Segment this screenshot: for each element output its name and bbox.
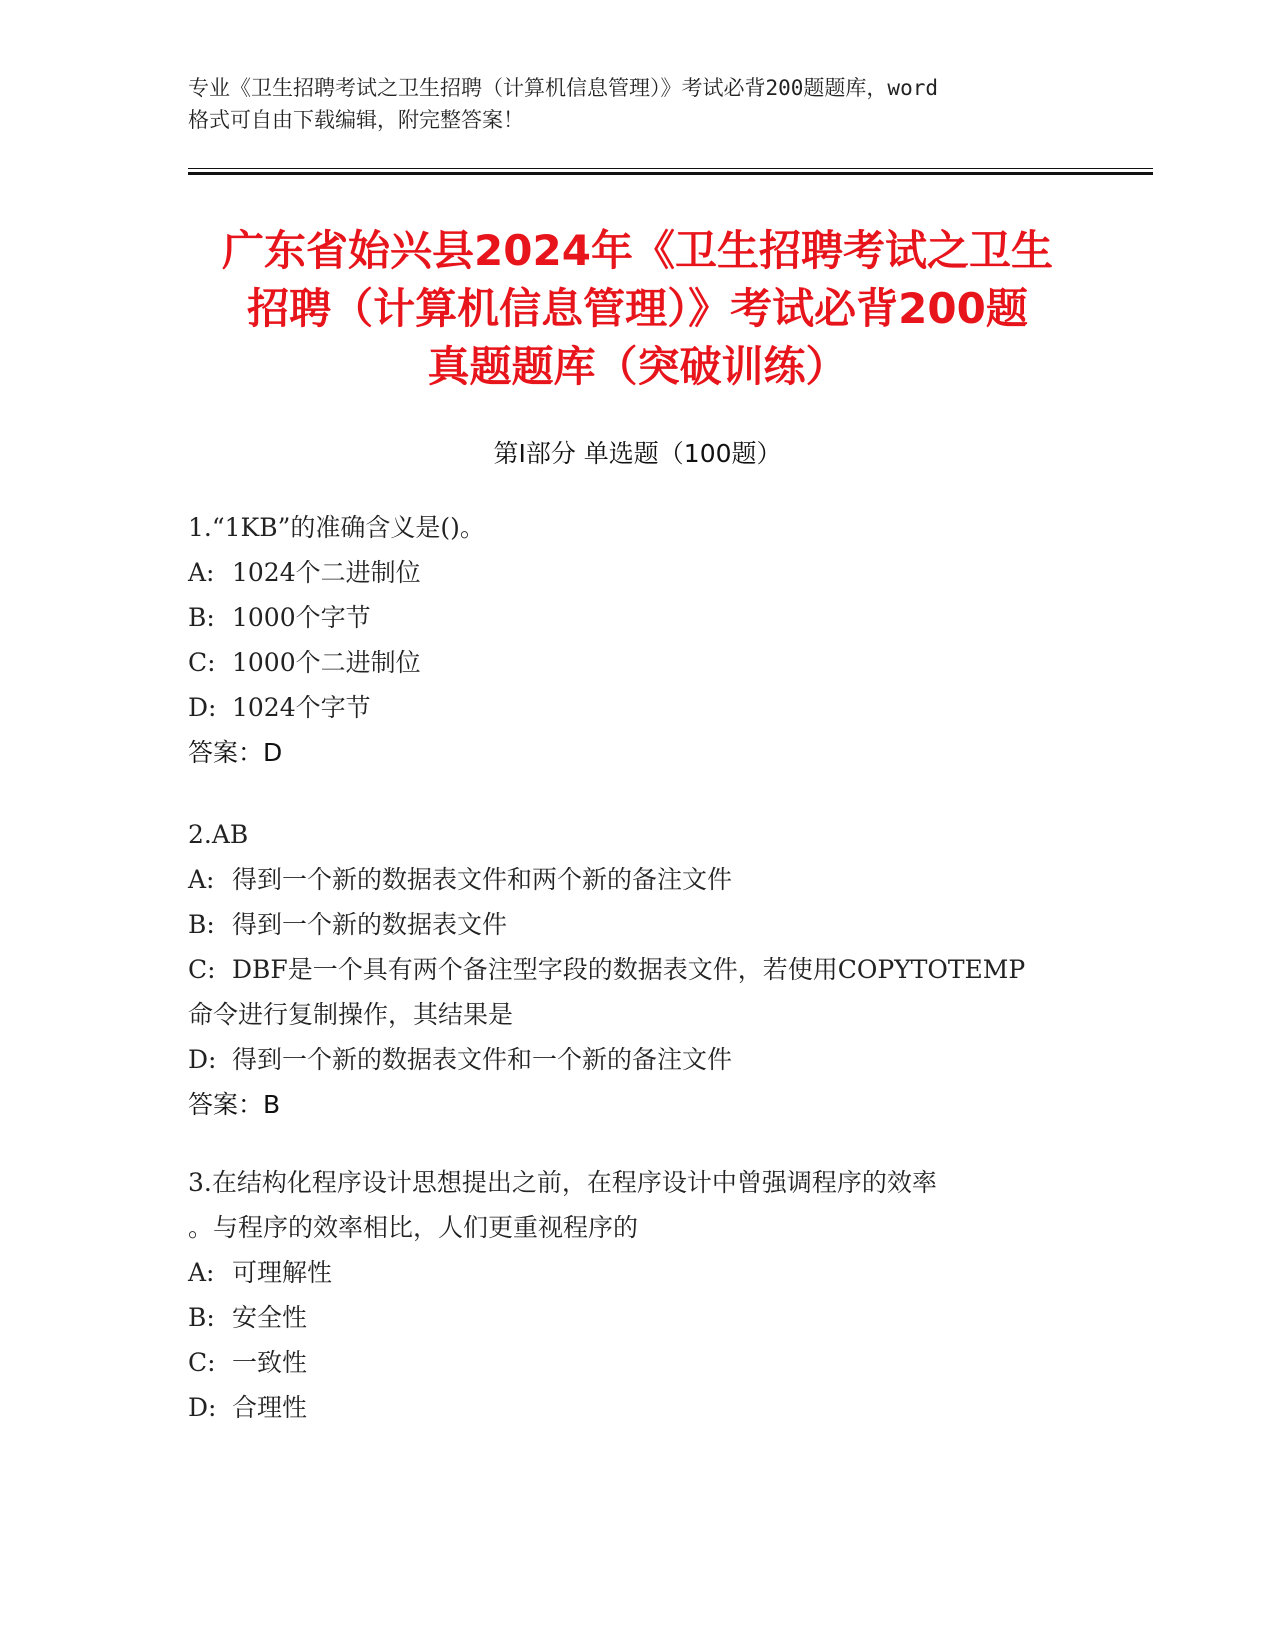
option-a	[188, 1250, 1088, 1295]
question-stem-continued: 。与程序的效率相比，人们更重视程序的	[188, 1213, 639, 1242]
option-c	[188, 640, 1088, 685]
option-b	[188, 902, 1088, 947]
option-label: A:	[188, 558, 215, 587]
option-c	[188, 1340, 1088, 1385]
option-text: 得到一个新的数据表文件	[232, 910, 508, 939]
option-b	[188, 595, 1088, 640]
option-text: 一致性	[232, 1348, 308, 1377]
question-stem: 1.“1KB”的准确含义是()。	[188, 513, 485, 542]
option-b	[188, 1295, 1088, 1340]
question-2	[188, 812, 1088, 1127]
option-text: 合理性	[232, 1393, 308, 1422]
option-c-continued	[188, 992, 1088, 1037]
option-label: C:	[188, 648, 216, 677]
option-text: 1000个二进制位	[232, 648, 421, 677]
option-label: D:	[188, 693, 217, 722]
answer: 答案：B	[188, 1090, 281, 1119]
option-label: B:	[188, 910, 215, 939]
option-label: D:	[188, 1393, 217, 1422]
title-line: 广东省始兴县2024年《卫生招聘考试之卫生	[222, 226, 1053, 275]
option-label: D:	[188, 1045, 217, 1074]
option-a	[188, 550, 1088, 595]
option-c	[188, 947, 1088, 992]
header-note-line: 格式可自由下载编辑，附完整答案！	[188, 108, 524, 132]
option-text: 命令进行复制操作，其结果是	[188, 1000, 514, 1029]
question-stem: 3.在结构化程序设计思想提出之前，在程序设计中曾强调程序的效率	[188, 1168, 937, 1197]
option-text: DBF是一个具有两个备注型字段的数据表文件，若使用COPYTOTEMP	[232, 955, 1026, 984]
option-label: C:	[188, 1348, 216, 1377]
section-heading: 第Ⅰ部分 单选题（100题）	[493, 439, 782, 468]
title-line: 招聘（计算机信息管理）》考试必背200题	[247, 284, 1028, 333]
header-note-line: 专业《卫生招聘考试之卫生招聘（计算机信息管理）》考试必背200题题库，word	[188, 76, 938, 100]
option-text: 得到一个新的数据表文件和一个新的备注文件	[232, 1045, 733, 1074]
header-note	[188, 72, 1088, 136]
option-label: C:	[188, 955, 216, 984]
option-label: B:	[188, 603, 215, 632]
answer: 答案：D	[188, 738, 283, 767]
option-text: 得到一个新的数据表文件和两个新的备注文件	[232, 865, 733, 894]
question-3	[188, 1160, 1088, 1430]
option-text: 安全性	[232, 1303, 308, 1332]
option-label: A:	[188, 1258, 215, 1287]
option-label: B:	[188, 1303, 215, 1332]
option-text: 1000个字节	[232, 603, 371, 632]
document-title	[150, 222, 1125, 396]
option-d	[188, 1385, 1088, 1430]
option-d	[188, 685, 1088, 730]
option-text: 1024个二进制位	[232, 558, 421, 587]
header-divider-thin	[188, 168, 1153, 169]
question-stem: 2.AB	[188, 820, 249, 849]
question-1	[188, 505, 1088, 775]
option-text: 1024个字节	[232, 693, 371, 722]
option-label: A:	[188, 865, 215, 894]
header-divider-thick	[188, 172, 1153, 175]
title-line: 真题题库（突破训练）	[427, 342, 848, 391]
option-d	[188, 1037, 1088, 1082]
option-a	[188, 857, 1088, 902]
option-text: 可理解性	[232, 1258, 333, 1287]
